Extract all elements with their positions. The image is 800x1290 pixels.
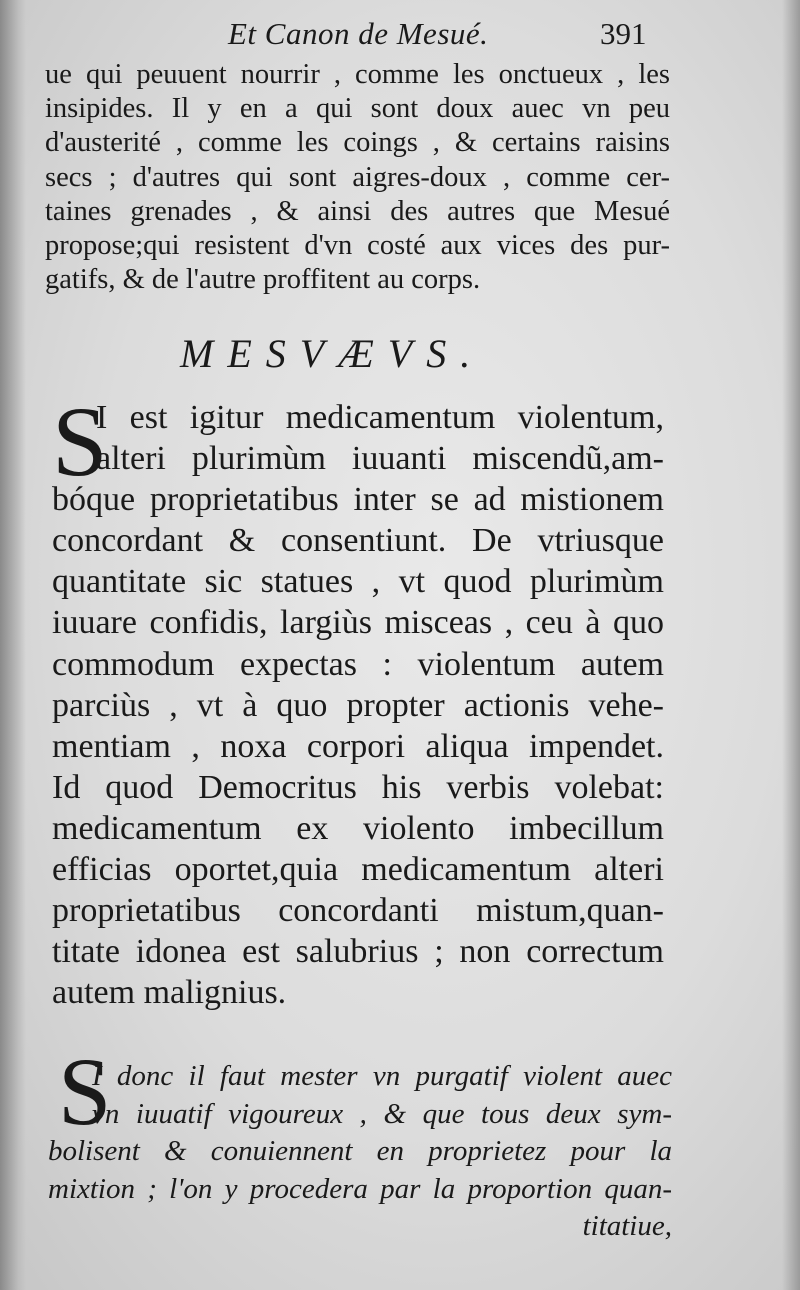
- running-title: Et Canon de Mesué.: [228, 16, 489, 51]
- latin-line-14: titate idonea est salubrius ; non correctum: [52, 933, 664, 971]
- section-heading: MESVÆVS.: [180, 331, 485, 376]
- page-number: 391: [600, 16, 647, 51]
- french-line-3: d'austerité , comme les coings , & certains raisins: [45, 127, 670, 159]
- page-left-shadow: [0, 0, 26, 1290]
- latin-line-2: alteri plurimùm iuuanti miscendũ,am-: [96, 440, 664, 478]
- page-header: [0, 10, 800, 54]
- latin-line-15: autem malignius.: [52, 974, 287, 1012]
- latin-line-4: concordant & consentiunt. De vtriusque: [52, 522, 664, 560]
- french-line-7: gatifs, & de l'autre proffitent au corps.: [45, 264, 481, 296]
- latin-line-1: I est igitur medicamentum violentum,: [96, 399, 664, 436]
- translation-line-2: vn iuuatif vigoureux , & que tous deux sym-: [92, 1097, 672, 1130]
- latin-line-6: iuuare confidis, largiùs misceas , ceu à quo: [52, 604, 664, 642]
- translation-line-4: mixtion ; l'on y procedera par la proportion quan-: [48, 1172, 672, 1205]
- french-translation-paragraph: [48, 1058, 672, 1246]
- latin-line-9: mentiam , noxa corpori aliqua impendet.: [52, 727, 664, 765]
- translation-line-1: I donc il faut mester vn purgatif violent auec: [92, 1060, 672, 1092]
- latin-line-11: medicamentum ex violento imbecillum: [52, 809, 664, 847]
- latin-paragraph: [52, 386, 664, 1013]
- latin-dropcap: S: [52, 386, 108, 497]
- latin-line-3: bóque proprietatibus inter se ad mistionem: [52, 481, 664, 519]
- latin-line-7: commodum expectas : violentum autem: [52, 645, 664, 683]
- french-line-2: insipides. Il y en a qui sont doux auec vn peu: [45, 93, 670, 125]
- french-line-6: propose;qui resistent d'vn costé aux vices des pur-: [45, 230, 670, 262]
- page-right-shadow: [782, 0, 800, 1290]
- latin-line-10: Id quod Democritus his verbis volebat:: [52, 768, 664, 806]
- latin-line-12: efficias oportet,quia medicamentum alteri: [52, 851, 664, 889]
- french-commentary: [45, 58, 670, 297]
- latin-line-8: parciùs , vt à quo propter actionis vehe-: [52, 686, 664, 724]
- french-line-4: secs ; d'autres qui sont aigres-doux , comme cer-: [45, 161, 670, 193]
- latin-line-13: proprietatibus concordanti mistum,quan-: [52, 892, 664, 930]
- french-line-1: ue qui peuuent nourrir , comme les onctueux , les: [45, 59, 670, 90]
- latin-line-5: quantitate sic statues , vt quod plurimùm: [52, 563, 664, 601]
- translation-line-5: titatiue,: [582, 1210, 672, 1243]
- french-translation-dropcap: S: [58, 1038, 112, 1145]
- french-line-5: taines grenades , & ainsi des autres que Mesué: [45, 195, 670, 227]
- translation-line-3: bolisent & conuiennent en proprietez pour la: [48, 1135, 672, 1168]
